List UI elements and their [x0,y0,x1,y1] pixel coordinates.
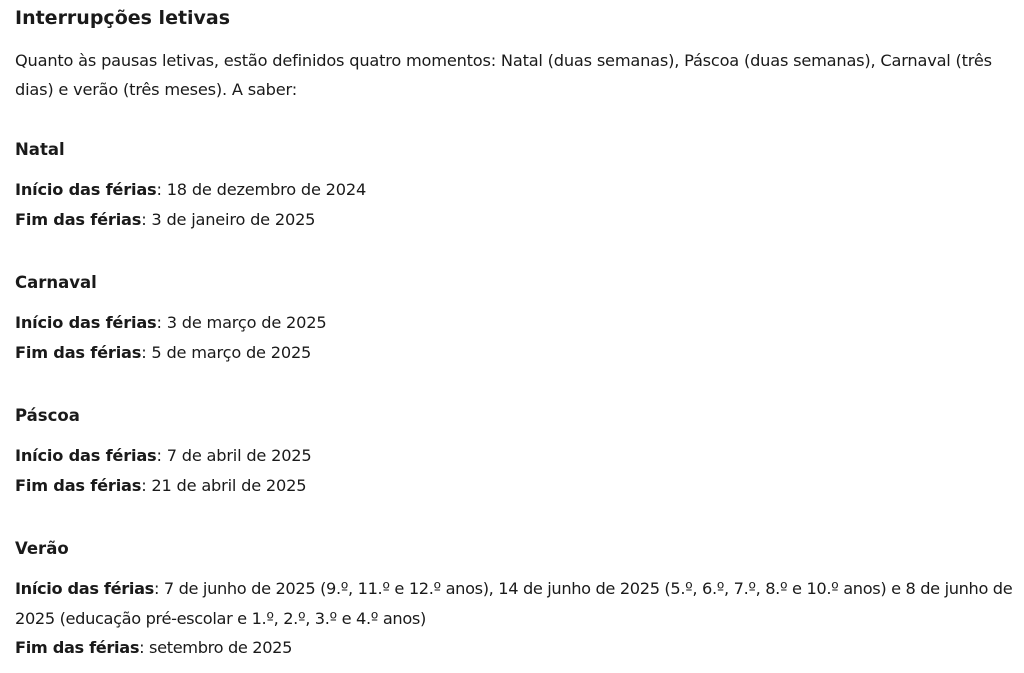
section-heading: Natal [15,140,65,159]
end-date-value: : 5 de março de 2025 [141,342,312,362]
section-dates [15,441,1015,500]
end-date-value: : 3 de janeiro de 2025 [141,209,316,229]
end-date-label: Fim das férias [15,475,142,495]
start-date-label: Início das férias [15,313,157,332]
start-date-label: Início das férias [15,180,157,199]
start-date-value: : 7 de abril de 2025 [156,446,312,465]
end-date-value: : setembro de 2025 [139,638,293,657]
section-dates [15,308,1015,367]
section-carnaval [15,270,1015,367]
start-date-value: : 7 de junho de 2025 (9.º, 11.º e 12.º anos), 14 de junho de 2025 (5.º, 6.º, 7.º, 8.º e 10.º anos) e 8 de junho de 2025 (educação pré-escolar e 1.º, 2.º, 3.º e 4.º anos) [15,579,1013,628]
end-date-line [15,205,1015,235]
end-date-value: : 21 de abril de 2025 [141,475,307,495]
end-date-line [15,338,1015,368]
start-date-line [15,308,1015,338]
section-dates [15,574,1015,663]
section-heading: Páscoa [15,406,80,425]
section-verao [15,536,1015,663]
end-date-line [15,471,1015,501]
start-date-line [15,441,1015,471]
start-date-label: Início das férias [15,446,157,465]
start-date-line [15,175,1015,205]
start-date-label: Início das férias [15,579,154,598]
start-date-line [15,574,1015,633]
section-dates [15,175,1015,234]
start-date-value: : 18 de dezembro de 2024 [156,180,367,199]
page-title: Interrupções letivas [15,7,231,29]
intro-paragraph: Quanto às pausas letivas, estão definidos quatro momentos: Natal (duas semanas), Páscoa (duas semanas), Carnaval (três dias) e verão (três meses). A saber: [15,51,992,99]
start-date-value: : 3 de março de 2025 [156,313,327,332]
end-date-label: Fim das férias [15,209,142,229]
section-natal [15,137,1015,234]
section-heading: Carnaval [15,273,97,292]
section-pascoa [15,403,1015,500]
end-date-label: Fim das férias [15,342,142,362]
section-heading: Verão [15,539,69,558]
end-date-label: Fim das férias [15,638,140,657]
end-date-line [15,633,1015,663]
